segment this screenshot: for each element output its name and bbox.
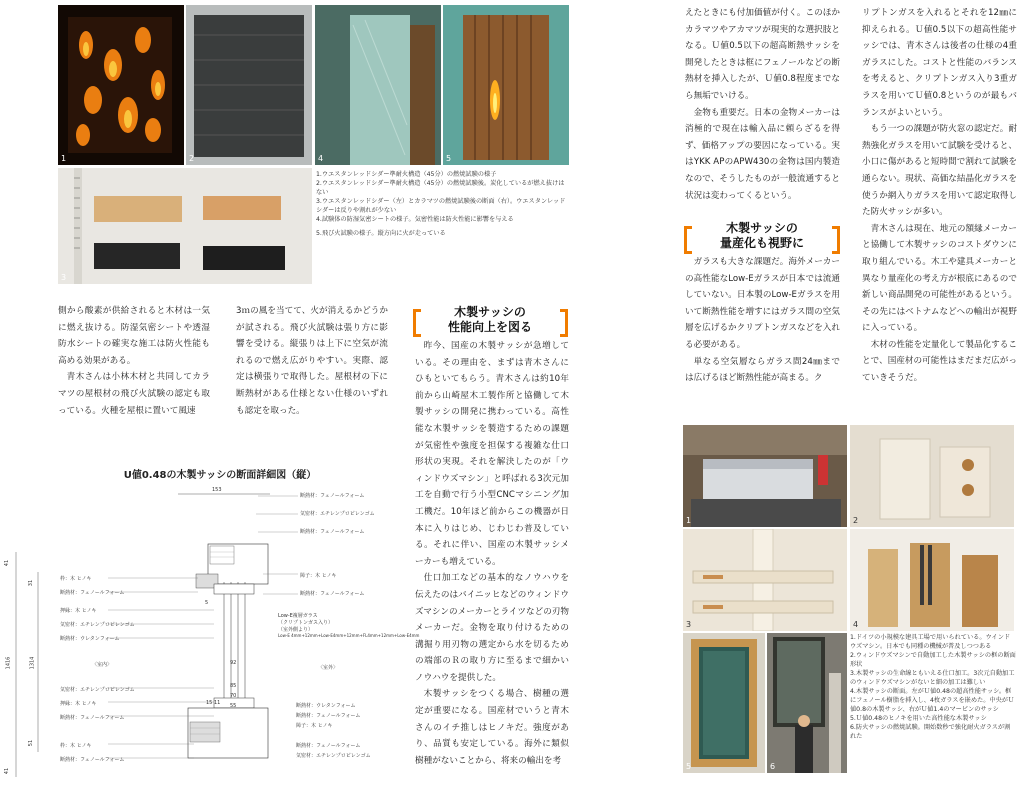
- paragraph: もう一つの課題が防火窓の認定だ。耐熱強化ガラスを用いて試験を受けると、小口に傷があると短時間で割れて試験を通らない。現状、高価な結晶化ガラスを使うか網入りガラスを用いて認定取得した防火サッシが多い。: [862, 124, 1017, 218]
- diagram-dimension: 51: [28, 739, 35, 747]
- caption-item: 1.ドイツの小規模な建具工場で用いられている。ウインドウズマシン。日本でも同種の機械が普及しつつある: [850, 634, 1011, 650]
- diagram-label: （室外側より）: [278, 627, 314, 633]
- diagram-label: 枠：木 ヒノキ: [60, 576, 92, 582]
- heading-line: 木製サッシの: [454, 305, 526, 319]
- diagram-dimension: 70: [230, 693, 237, 699]
- caption-item: 5.飛び火試験の様子。縦方向に火が走っている: [316, 230, 446, 237]
- diagram-label: 気密材：エチレンプロピレンゴム: [296, 753, 371, 759]
- diagram-title: U値0.48の木製サッシの断面詳細図（縦）: [123, 470, 317, 481]
- diagram-dimension: 153: [212, 487, 222, 493]
- section-samples-image: [58, 168, 312, 284]
- diagram-label: 気密材：エチレンプロピレンゴム: [60, 622, 135, 628]
- photo-number: 3: [686, 620, 692, 629]
- diagram-dimension: 1416: [5, 656, 12, 670]
- diagram-label: 押縁：木 ヒノキ: [60, 701, 97, 707]
- diagram-dimension: 31: [28, 579, 35, 587]
- diagram-label: 押縁：木 ヒノキ: [60, 608, 97, 614]
- photo-fire-test-1: [58, 5, 184, 165]
- diagram-dimension: 85: [230, 683, 237, 689]
- sash-section-drawing: [8, 482, 410, 782]
- photo-number: 5: [446, 154, 452, 163]
- diagram-dimension: 41: [4, 559, 11, 567]
- caption-item: 4.木製サッシの断面。左がＵ値0.48の超高性能サッシ。框にフェノール樹脂を挿入し、4枚ガラスを嵌めた。中央がＵ値0.8の木製サッシ、右がＵ値1.4のマービンのサッシ: [850, 688, 1015, 713]
- sash-cross-sections-image: [850, 529, 1014, 631]
- heading-bracket-right: [832, 226, 840, 254]
- paragraph: 木製サッシをつくる場合、樹種の選定が重要になる。国産材でいうと青木さんのイチ推しはヒノキだ。強度があり、品質も安定している。海外に類似樹種がないことから、将来の輸出を考: [415, 689, 569, 766]
- photo-sash-1: [683, 425, 847, 527]
- diagram-dimension: 15: [206, 700, 213, 706]
- photo-fire-test-4: [315, 5, 441, 165]
- fire-test-image: [58, 5, 184, 165]
- diagram-dimension: 55: [230, 703, 237, 709]
- paragraph: えたときにも付加価値が付く。このほかカラマツやアカマツが現実的な選択肢となる。Ｕ値0.5以下の超高断熱サッシを開発したときは框にフェノールなどの断熱材を挿入したが、Ｕ値0.8程度までなら無垢でいける。: [685, 8, 840, 101]
- photo-number: 4: [318, 154, 324, 163]
- photo-number: 4: [853, 620, 859, 629]
- section-heading-2: [692, 221, 832, 251]
- paragraph: ガラスも大きな課題だ。海外メーカーの高性能なLow-Eガラスが日本では流通していない。日本製のLow-Eガラスを用いて断熱性能を増すにはガラス間の空気層を広げるかクリプトンガスなどを入れる必要がある。: [685, 257, 840, 350]
- article-column-2: [236, 303, 388, 419]
- photo-number: 1: [61, 154, 67, 163]
- paragraph: 青木さんは現在、地元の額縁メーカーと協働して木製サッシのコストダウンに取り組んでいる。木工や建具メーカーと異なり量産化の考え方が根底にあるので新しい商品開発の可能性があるという。その先にはベトナムなどへの輸出が視野に入っている。: [862, 223, 1017, 334]
- fire-window-test-image: [767, 633, 847, 773]
- article-column-4: [685, 5, 840, 204]
- heading-line: 木製サッシの: [726, 221, 798, 235]
- diagram-label: 障子：木 ヒノキ: [296, 723, 333, 729]
- diagram-label: 気密材：エチレンプロピレンゴム: [300, 511, 375, 517]
- diagram-label: 障子：木 ヒノキ: [300, 573, 337, 579]
- diagram-label: 断熱材：フェノールフォーム: [296, 713, 361, 719]
- paragraph: 仕口加工などの基本的なノウハウを伝えたのはバイニッヒなどのウィンドウズマシンのメーカーとライツなどの刃物メーカーだ。金物を取り付けるための溝掘り用刃物の選定から水を切るための端部のＲの取り方に至るまで細かいノウハウを提供した。: [415, 573, 569, 683]
- photo-fire-test-3: [58, 168, 312, 284]
- diagram-dimension: 5: [205, 600, 209, 606]
- diagram-dimension: 41: [4, 767, 11, 775]
- heading-line: 性能向上を図る: [447, 320, 532, 334]
- diagram-label: 気密材：エチレンプロピレンゴム: [60, 687, 135, 693]
- photo-number: 6: [770, 762, 776, 771]
- joint-processing-image: [683, 529, 847, 631]
- paragraph: 昨今、国産の木製サッシが急増している。その理由を、まずは青木さんにひもといてもらう。青木さんは約10年前から山崎屋木工製作所と協働して木製サッシの開発に携わっている。高性能な木製サッシを製造するための課題が気密性や強度を担保する複雑な仕口形状の実現。それを解決したのが「ウィンドウズマシン」と呼ばれる3次元加工を自動で行う小型CNCマシニング加工機だ。10年ほど前からこの機器が日本に入りはじめ、じわじわ普及している。それに伴い、国産の木製サッシメーカーも増えている。: [415, 341, 569, 567]
- photo-sash-5: [683, 633, 765, 773]
- diagram-label: 枠：木 ヒノキ: [60, 743, 92, 749]
- photo-sash-4: [850, 529, 1014, 631]
- diagram-label: 断熱材：フェノールフォーム: [296, 743, 361, 749]
- paragraph: 側から酸素が供給されると木材は一気に燃え抜ける。防湿気密シートや透湿防水シートの確実な施工は防火性能も高める効果がある。: [58, 306, 210, 366]
- photo-number: 3: [61, 273, 67, 282]
- photo-fire-test-5: [443, 5, 569, 165]
- wood-sash-window-image: [683, 633, 765, 773]
- airtight-sheet-image: [315, 5, 441, 165]
- caption-item: 2.ウィンドウズマシンで自動加工した木製サッシの框の断面形状: [850, 652, 1016, 668]
- diagram-label: 断熱材：フェノールフォーム: [60, 715, 125, 721]
- caption-item: 3.木製サッシの生命線ともいえる仕口加工。3次元自動加工のウィンドウズマシンがないと細の加工は難しい: [850, 670, 1015, 686]
- diagram-label: 断熱材：ウレタンフォーム: [60, 636, 120, 642]
- windows-machine-image: [683, 425, 847, 527]
- caption-item: 4.試験体の防湿気密シートの様子。気密性能は防火性能に影響を与える: [316, 216, 514, 223]
- diagram-label: Low-E複層ガラス: [278, 613, 318, 619]
- heading-line: 量産化も視野に: [719, 236, 804, 250]
- caption-item: 1.ウエスタンレッドシダー準耐火構造（45分）の燃焼試験の様子: [316, 171, 497, 178]
- article-column-4b: [685, 254, 840, 387]
- diagram-label: Low-E 4mm+12mm+Low-E4mm+12mm+FL4mm+12mm+Low-E4mm: [278, 633, 420, 638]
- charred-panel-image: [186, 5, 312, 165]
- caption-item: 6.防火サッシの燃焼試験。開始数秒で強化耐火ガラスが割れた: [850, 724, 1011, 740]
- photo-sash-6: [767, 633, 847, 773]
- right-captions: [850, 633, 1016, 741]
- flying-fire-test-image: [443, 5, 569, 165]
- heading-bracket-left: [684, 226, 692, 254]
- section-heading-1: [420, 305, 560, 335]
- photo-fire-test-2: [186, 5, 312, 165]
- diagram-label: 断熱材：フェノールフォーム: [60, 590, 125, 596]
- diagram-dimension: 1314: [29, 656, 36, 670]
- article-column-5: [862, 5, 1017, 387]
- paragraph: リプトンガスを入れるとそれを12㎜に抑えられる。Ｕ値0.5以下の超高性能サッシでは、青木さんは後者の仕様の4重ガラスにした。コストと性能のバランスを考えると、クリプトンガス入り3重ガラスを用いてＵ値0.8というのが最もバランスがよいという。: [862, 8, 1017, 118]
- left-captions: [316, 170, 568, 238]
- heading-bracket-right: [560, 309, 568, 337]
- photo-number: 2: [189, 154, 195, 163]
- diagram-label: （クリプトンガス入り）: [278, 620, 334, 626]
- photo-sash-2: [850, 425, 1014, 527]
- caption-item: 3.ウエスタンレッドシダー（左）とカラマツの燃焼試験後の断面（右）。ウエスタンレッドシダーは反りや割れが少ない: [316, 198, 566, 214]
- photo-number: 5: [686, 762, 692, 771]
- diagram-label: 断熱材：フェノールフォーム: [300, 591, 365, 597]
- paragraph: 木材の性能を定量化して製品化することで、国産材の可能性はまだまだ広がっていきそうだ。: [862, 339, 1017, 384]
- article-column-1: [58, 303, 210, 419]
- paragraph: 単なる空気層ならガラス間24㎜までは広げるほど断熱性能が高まる。ク: [685, 356, 840, 384]
- diagram-label: 断熱材：フェノールフォーム: [300, 493, 365, 499]
- photo-sash-3: [683, 529, 847, 631]
- paragraph: 3ｍの風を当てて、火が消えるかどうかが試される。飛び火試験は張り方に影響を受ける。縦張りは上下に空気が流れるので燃え広がりやすい。実際、認定は横張りで取得した。屋根材の下に断熱材がある仕様とない仕様のいずれも認定を取った。: [236, 306, 388, 416]
- frame-profile-image: [850, 425, 1014, 527]
- photo-number: 2: [853, 516, 859, 525]
- article-column-3: [415, 338, 569, 769]
- paragraph: 金物も重要だ。日本の金物メーカーは消極的で現在は輸入品に頼らざるを得ず、価格アップの要因になっている。実はYKK APのAPW430の金物は国内製造なので、そうしたものが一般流通すると状況は変わってくるという。: [685, 107, 840, 201]
- diagram-label: 断熱材：フェノールフォーム: [300, 529, 365, 535]
- paragraph: 青木さんは小林木材と共同してカラマツの屋根材の飛び火試験の認定も取っている。火種を屋根に置いて風速: [58, 372, 210, 416]
- diagram-label: 断熱材：フェノールフォーム: [60, 757, 125, 763]
- diagram-dimension: 92: [230, 660, 237, 666]
- diagram-label: 断熱材：ウレタンフォーム: [296, 703, 356, 709]
- caption-item: 5.Ｕ値0.48のヒノキを用いた高性能な木製サッシ: [850, 715, 987, 722]
- diagram-indoor-label: 〈室内〉: [92, 662, 113, 668]
- section-diagram: [8, 482, 410, 782]
- diagram-outdoor-label: 〈室外〉: [318, 665, 339, 671]
- caption-item: 2.ウエスタンレッドシダー準耐火構造（45分）の燃焼試験後。炭化しているが燃え抜けはない: [316, 180, 565, 196]
- diagram-dimension: 11: [214, 700, 221, 706]
- photo-number: 1: [686, 516, 692, 525]
